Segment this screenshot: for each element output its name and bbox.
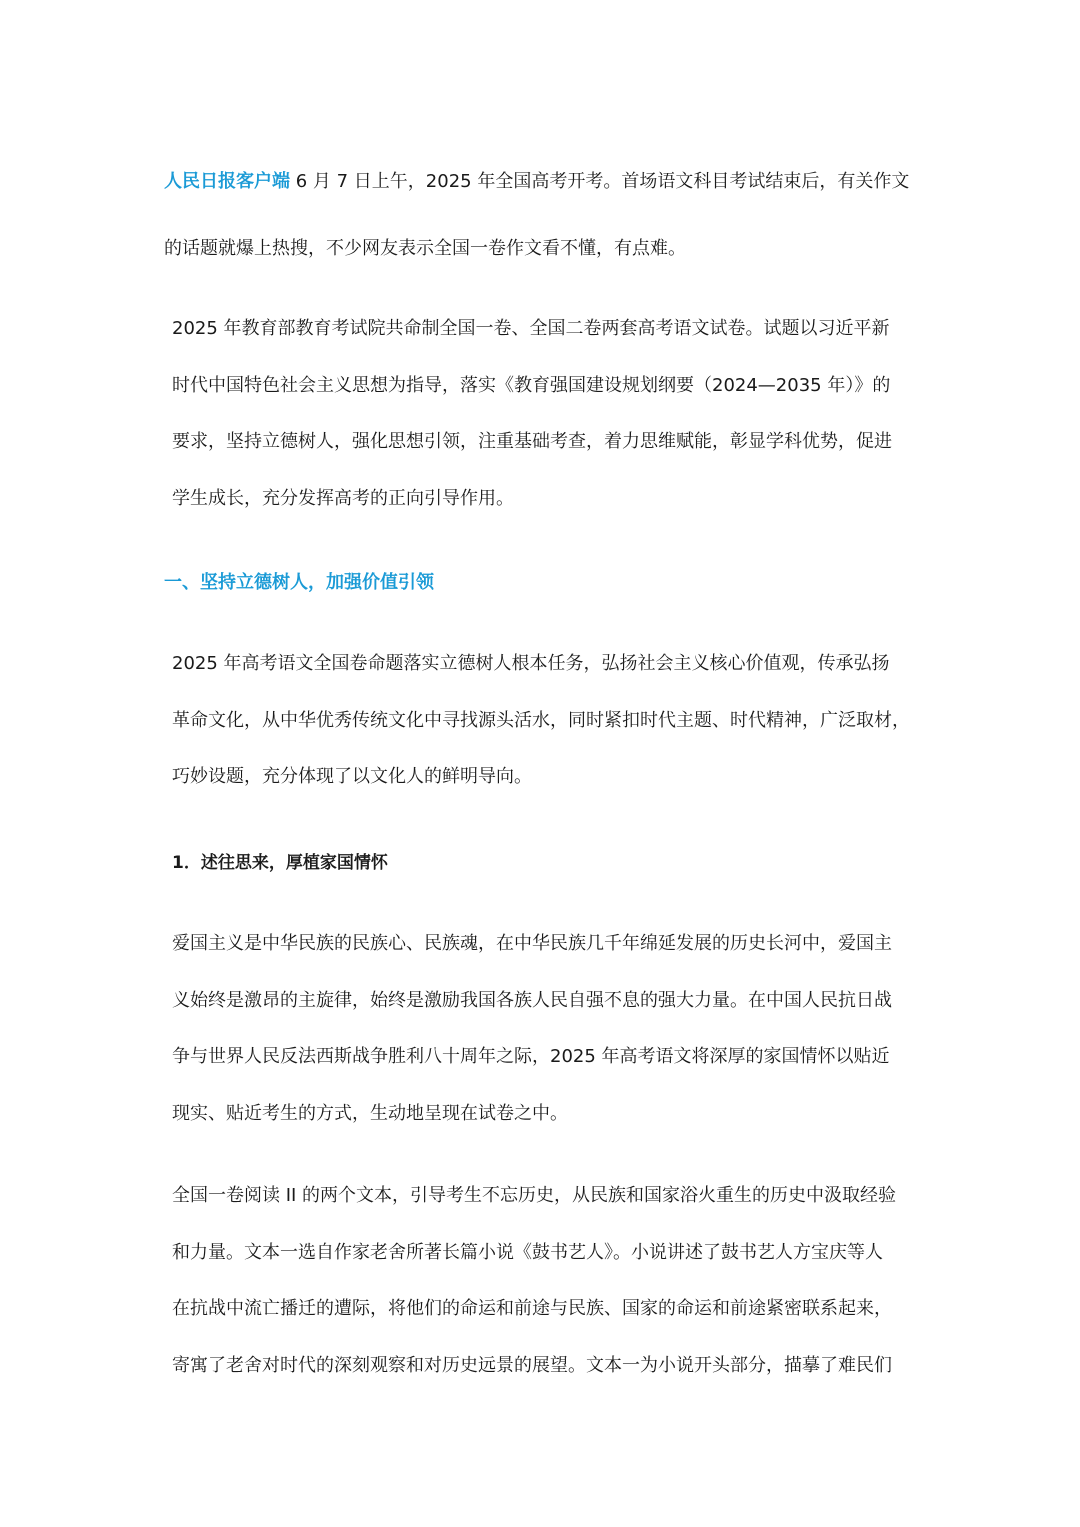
- source-name: 人民日报客户端: [164, 171, 290, 192]
- lead-line-1-text: 6 月 7 日上午，2025 年全国高考开考。首场语文科目考试结束后，有关作文: [290, 171, 910, 192]
- paragraph-line: 和力量。文本一选自作家老舍所著长篇小说《鼓书艺人》。小说讲述了鼓书艺人方宝庆等人: [172, 1241, 883, 1263]
- paragraph-line: 学生成长，充分发挥高考的正向引导作用。: [172, 487, 514, 509]
- subsection-heading: 1．述往思来，厚植家国情怀: [172, 853, 388, 873]
- paragraph-line: 巧妙设题，充分体现了以文化人的鲜明导向。: [172, 766, 532, 787]
- intro-paragraph: [172, 301, 922, 527]
- paragraph-line: 争与世界人民反法西斯战争胜利八十周年之际，2025 年高考语文将深厚的家国情怀以贴近: [172, 1046, 890, 1067]
- paragraph-line: 革命文化，从中华优秀传统文化中寻找源头活水，同时紧扣时代主题、时代精神，广泛取材，: [172, 709, 910, 731]
- section-heading: 一、坚持立德树人，加强价值引领: [164, 572, 434, 593]
- paragraph-line: 全国一卷阅读 II 的两个文本，引导考生不忘历史，从民族和国家浴火重生的历史中汲取经验: [172, 1185, 897, 1206]
- paragraph-line: 2025 年教育部教育考试院共命制全国一卷、全国二卷两套高考语文试卷。试题以习近平新: [172, 318, 890, 339]
- paragraph-line: 2025 年高考语文全国卷命题落实立德树人根本任务，弘扬社会主义核心价值观，传承弘扬: [172, 653, 890, 674]
- paragraph-line: 要求，坚持立德树人，强化思想引领，注重基础考查，着力思维赋能，彰显学科优势，促进: [172, 431, 892, 452]
- paragraph-line: 寄寓了老舍对时代的深刻观察和对历史远景的展望。文本一为小说开头部分，描摹了难民们: [172, 1354, 892, 1376]
- lead-line-2: 的话题就爆上热搜，不少网友表示全国一卷作文看不懂，有点难。: [164, 238, 686, 259]
- lead-paragraph: [164, 148, 924, 282]
- lead-line-1: [164, 148, 924, 215]
- paragraph-line: 在抗战中流亡播迁的遭际，将他们的命运和前途与民族、国家的命运和前途紧密联系起来，: [172, 1298, 892, 1319]
- reading-texts-paragraph: [172, 1168, 922, 1394]
- section-paragraph: [172, 636, 922, 806]
- paragraph-line: 义始终是激昂的主旋律，始终是激励我国各族人民自强不息的强大力量。在中国人民抗日战: [172, 989, 892, 1011]
- paragraph-line: 爱国主义是中华民族的民族心、民族魂，在中华民族几千年绵延发展的历史长河中，爱国主: [172, 933, 892, 954]
- paragraph-line: 时代中国特色社会主义思想为指导，落实《教育强国建设规划纲要（2024—2035 年）》的: [172, 374, 891, 396]
- paragraph-line: 现实、贴近考生的方式，生动地呈现在试卷之中。: [172, 1102, 568, 1124]
- patriotism-paragraph: [172, 916, 922, 1142]
